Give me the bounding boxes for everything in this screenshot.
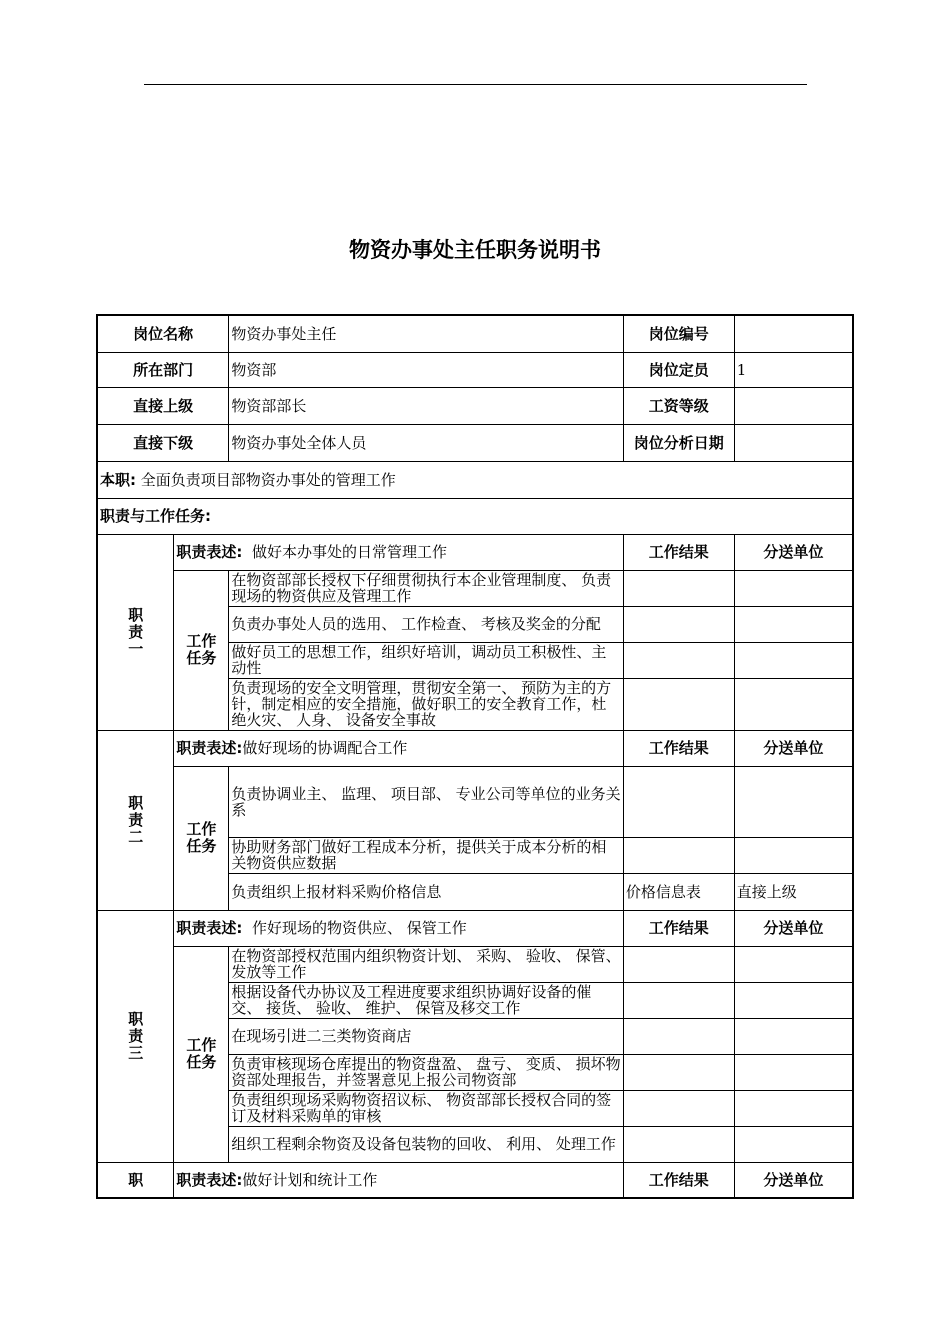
info-value: 1 xyxy=(734,352,853,387)
result-header: 工作结果 xyxy=(623,730,734,766)
info-row xyxy=(97,424,853,461)
section-desc-row xyxy=(97,534,853,570)
task-text: 负责审核现场仓库提出的物资盘盈、 盘亏、 变质、 损坏物资部处理报告，并签署意见上报公司物资部 xyxy=(229,1054,623,1090)
task-text: 根据设备代办协议及工程进度要求组织协调好设备的催交、 接货、 验收、 维护、 保管及移交工作 xyxy=(229,982,623,1018)
section-label: 职 xyxy=(128,1170,144,1189)
info-label: 直接下级 xyxy=(97,424,229,461)
task-label-cell xyxy=(174,570,229,730)
task-send xyxy=(734,982,853,1018)
duties-header-row xyxy=(97,498,853,534)
section-desc: 作好现场的物资供应、 保管工作 xyxy=(251,919,467,937)
info-value xyxy=(734,387,853,424)
task-result xyxy=(623,946,734,982)
section-desc: 做好现场的协调配合工作 xyxy=(242,739,408,757)
section-label-cell xyxy=(97,534,174,730)
task-result xyxy=(623,678,734,730)
info-label: 岗位定员 xyxy=(623,352,734,387)
task-label-cell xyxy=(174,946,229,1162)
task-text: 协助财务部门做好工程成本分析，提供关于成本分析的相关物资供应数据 xyxy=(229,837,623,873)
task-label: 工作任务 xyxy=(186,632,217,667)
desc-label: 职责表述: xyxy=(176,543,243,561)
task-result xyxy=(623,642,734,678)
send-header: 分送单位 xyxy=(734,534,853,570)
section-label: 职责三 xyxy=(128,1009,144,1062)
task-result xyxy=(623,1090,734,1126)
task-row xyxy=(97,946,853,982)
task-send: 直接上级 xyxy=(734,873,853,910)
task-send xyxy=(734,1126,853,1162)
task-result xyxy=(623,1054,734,1090)
desc-label: 职责表述: xyxy=(176,739,243,757)
task-text: 负责组织现场采购物资招议标、 物资部部长授权合同的签订及材料采购单的审核 xyxy=(229,1090,623,1126)
task-result xyxy=(623,606,734,642)
section-desc-row xyxy=(97,910,853,946)
task-result: 价格信息表 xyxy=(623,873,734,910)
info-value xyxy=(734,315,853,352)
task-send xyxy=(734,642,853,678)
info-row xyxy=(97,387,853,424)
task-label: 工作任务 xyxy=(186,1036,217,1071)
task-text: 组织工程剩余物资及设备包装物的回收、 利用、 处理工作 xyxy=(229,1126,623,1162)
task-label: 工作任务 xyxy=(186,820,217,855)
send-header: 分送单位 xyxy=(734,1162,853,1198)
info-label: 工资等级 xyxy=(623,387,734,424)
duty-row xyxy=(97,461,853,498)
section-label: 职责一 xyxy=(128,605,144,658)
task-text: 在物资部部长授权下仔细贯彻执行本企业管理制度、 负责现场的物资供应及管理工作 xyxy=(229,570,623,606)
duty-text: 全面负责项目部物资办事处的管理工作 xyxy=(140,470,396,489)
task-result xyxy=(623,1126,734,1162)
task-label-cell xyxy=(174,766,229,910)
section-label: 职责二 xyxy=(128,793,144,846)
task-text: 在物资部授权范围内组织物资计划、 采购、 验收、 保管、 发放等工作 xyxy=(229,946,623,982)
info-label: 岗位分析日期 xyxy=(623,424,734,461)
info-label: 岗位名称 xyxy=(97,315,229,352)
task-text: 做好员工的思想工作，组织好培训，调动员工积极性、主动性 xyxy=(229,642,623,678)
info-label: 所在部门 xyxy=(97,352,229,387)
section-desc-row xyxy=(97,730,853,766)
task-text: 在现场引进二三类物资商店 xyxy=(229,1018,623,1054)
info-label: 直接上级 xyxy=(97,387,229,424)
result-header: 工作结果 xyxy=(623,910,734,946)
task-send xyxy=(734,1018,853,1054)
task-send xyxy=(734,1090,853,1126)
info-label: 岗位编号 xyxy=(623,315,734,352)
section-desc-row xyxy=(97,1162,853,1198)
task-result xyxy=(623,982,734,1018)
task-result xyxy=(623,766,734,837)
info-value xyxy=(734,424,853,461)
task-send xyxy=(734,766,853,837)
task-result xyxy=(623,570,734,606)
info-value: 物资办事处全体人员 xyxy=(229,424,623,461)
task-text: 负责现场的安全文明管理，贯彻安全第一、 预防为主的方针，制定相应的安全措施，做好职工的安全教育工作，杜绝火灾、 人身、 设备安全事故 xyxy=(229,678,623,730)
section-label-cell xyxy=(97,730,174,910)
job-description-table xyxy=(96,314,854,1199)
duties-header: 职责与工作任务: xyxy=(97,498,853,534)
send-header: 分送单位 xyxy=(734,730,853,766)
task-row xyxy=(97,570,853,606)
result-header: 工作结果 xyxy=(623,534,734,570)
info-value: 物资部部长 xyxy=(229,387,623,424)
task-row xyxy=(97,766,853,837)
send-header: 分送单位 xyxy=(734,910,853,946)
task-send xyxy=(734,837,853,873)
task-send xyxy=(734,946,853,982)
info-value: 物资办事处主任 xyxy=(229,315,623,352)
task-send xyxy=(734,1054,853,1090)
section-desc: 做好计划和统计工作 xyxy=(242,1170,378,1189)
desc-label: 职责表述: xyxy=(176,919,243,937)
task-text: 负责协调业主、 监理、 项目部、 专业公司等单位的业务关系 xyxy=(229,766,623,837)
task-send xyxy=(734,678,853,730)
info-value: 物资部 xyxy=(229,352,623,387)
task-send xyxy=(734,570,853,606)
desc-label: 职责表述: xyxy=(176,1170,243,1189)
task-send xyxy=(734,606,853,642)
duty-label: 本职: xyxy=(100,470,136,489)
section-label-cell xyxy=(97,1162,174,1198)
info-row xyxy=(97,315,853,352)
result-header: 工作结果 xyxy=(623,1162,734,1198)
task-result xyxy=(623,1018,734,1054)
section-label-cell xyxy=(97,910,174,1162)
task-result xyxy=(623,837,734,873)
info-row xyxy=(97,352,853,387)
document-title: 物资办事处主任职务说明书 xyxy=(349,238,601,262)
header-rule xyxy=(144,84,807,85)
section-desc: 做好本办事处的日常管理工作 xyxy=(251,543,447,561)
task-text: 负责办事处人员的选用、 工作检查、 考核及奖金的分配 xyxy=(229,606,623,642)
task-text: 负责组织上报材料采购价格信息 xyxy=(229,873,623,910)
